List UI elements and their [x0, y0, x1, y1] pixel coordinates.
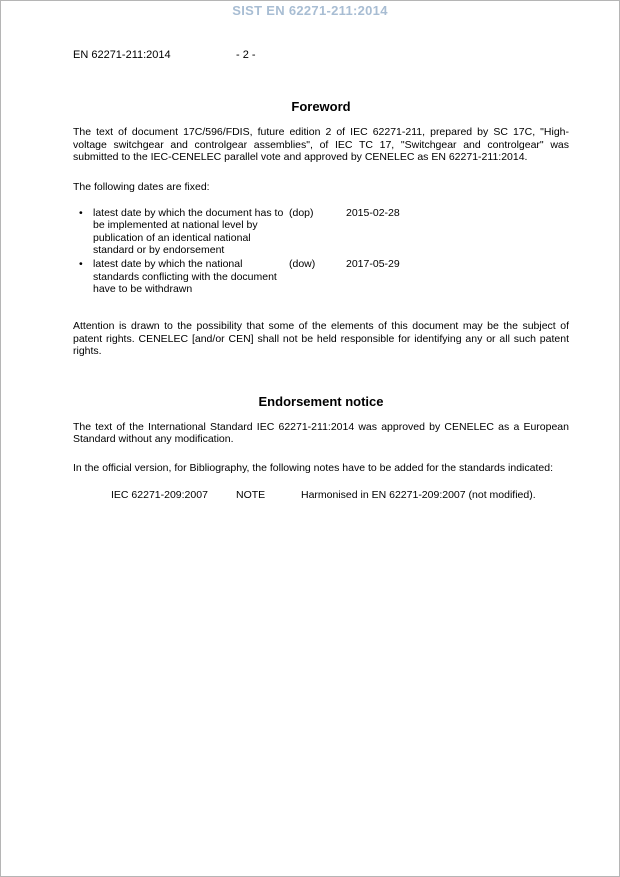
date-item-abbreviation: (dop)	[289, 206, 314, 219]
page-number: - 2 -	[236, 49, 256, 61]
list-item	[73, 207, 569, 257]
foreword-paragraph: The text of document 17C/596/FDIS, future edition 2 of IEC 62271-211, prepared by SC 17C, "High-voltage switchgear and controlgear assemblies", of IEC TC 17, "Switchgear and controlgear" was submitted to the IEC-CENELEC parallel vote and approved by CENELEC as EN 62271-211:2014.	[73, 126, 569, 164]
page-header	[1, 49, 619, 61]
endorsement-notice-title: Endorsement notice	[258, 393, 384, 409]
dates-list	[73, 207, 569, 296]
watermark-header: SIST EN 62271-211:2014	[232, 3, 388, 18]
note-indent-spacer	[73, 489, 111, 501]
bibliography-note-row	[73, 489, 569, 501]
patent-rights-notice: Attention is drawn to the possibility that some of the elements of this document may be the subject of patent rights. CENELEC [and/or CEN] shall not be held responsible for identifying any or all such patent rights.	[73, 320, 569, 358]
date-item-text: latest date by which the document has to be implemented at national level by publication of an identical national standard or by endorsement	[93, 206, 284, 256]
bullet-icon	[73, 207, 93, 257]
list-item	[73, 258, 569, 295]
note-label: NOTE	[236, 489, 266, 502]
note-text: Harmonised in EN 62271-209:2007 (not modified).	[301, 489, 536, 502]
bullet-icon	[73, 258, 93, 295]
endorsement-paragraph: The text of the International Standard IEC 62271-211:2014 was approved by CENELEC as a European Standard without any modification.	[73, 420, 569, 446]
note-standard-reference: IEC 62271-209:2007	[111, 489, 208, 502]
header-doc-reference: EN 62271-211:2014	[73, 49, 171, 61]
page-content	[1, 99, 619, 501]
date-item-date: 2017-05-29	[346, 258, 400, 271]
date-item-text: latest date by which the national standards conflicting with the document have to be withdrawn	[93, 258, 277, 296]
bibliography-intro: In the official version, for Bibliography, the following notes have to be added for the standards indicated:	[73, 461, 553, 474]
date-item-abbreviation: (dow)	[289, 258, 316, 271]
dates-intro: The following dates are fixed:	[73, 181, 210, 194]
foreword-title: Foreword	[291, 99, 351, 114]
date-item-date: 2015-02-28	[346, 206, 400, 219]
